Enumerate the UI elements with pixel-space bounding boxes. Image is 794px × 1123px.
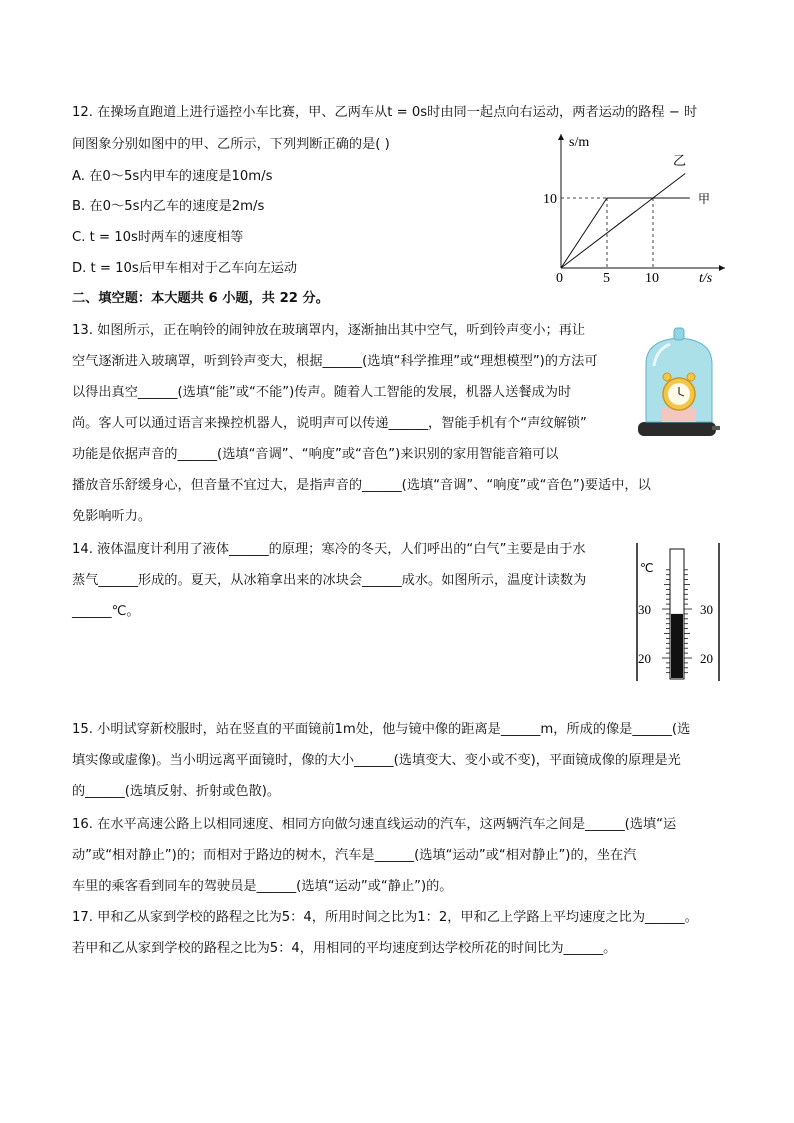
q12-option-b: B. 在0～5s内乙车的速度是2m/s bbox=[72, 199, 265, 214]
q13-line-4: 尚。客人可以通过语言来操控机器人，说明声可以传递______，智能手机有个“声纹解锁” bbox=[72, 416, 587, 431]
x-tick-label-5: 5 bbox=[603, 271, 610, 286]
unit-label: ℃ bbox=[640, 561, 654, 575]
x-tick-label-10: 10 bbox=[645, 271, 659, 286]
q13-line-7: 免影响听力。 bbox=[72, 509, 152, 524]
q13-line-6: 播放音乐舒缓身心，但音量不宜过大，是指声音的______(选填“音调”、“响度”或“音色”)要适中，以 bbox=[72, 478, 651, 493]
q14-line-2: 蒸气______形成的。夏天，从冰箱拿出来的冰块会______成水。如图所示，温度计读数为 bbox=[72, 573, 587, 588]
q15-line-1: 15. 小明试穿新校服时，站在竖直的平面镜前1m处，他与镜中像的距离是______m，所成的像是______(选 bbox=[72, 722, 691, 737]
q17-line-2: 若甲和乙从家到学校的路程之比为5：4，用相同的平均速度到达学校所花的时间比为______。 bbox=[72, 941, 617, 956]
q16-line-3: 车里的乘客看到同车的驾驶员是______(选填“运动”或“静止”)的。 bbox=[72, 879, 453, 894]
scale-label-20-right: 20 bbox=[700, 651, 713, 666]
q12-line-2: 间图象分别如图中的甲、乙所示，下列判断正确的是( ) bbox=[72, 137, 390, 152]
q16-line-1: 16. 在水平高速公路上以相同速度、相同方向做匀速直线运动的汽车，这两辆汽车之间是______(选填“运 bbox=[72, 817, 677, 832]
series-label-jia: 甲 bbox=[698, 192, 711, 206]
series-yi-line bbox=[561, 174, 685, 269]
scale-label-20-left: 20 bbox=[638, 651, 651, 666]
origin-label: 0 bbox=[556, 271, 563, 286]
q14-line-1: 14. 液体温度计利用了液体______的原理；寒冷的冬天，人们呼出的“白气”主要是由于水 bbox=[72, 542, 586, 557]
motion-graph bbox=[535, 128, 735, 288]
q12-option-c: C. t = 10s时两车的速度相等 bbox=[72, 230, 244, 245]
bell-jar-alarm-clock-image bbox=[636, 322, 722, 444]
q17-line-1: 17. 甲和乙从家到学校的路程之比为5：4，所用时间之比为1：2，甲和乙上学路上平均速度之比为______。 bbox=[72, 910, 698, 925]
jar-base bbox=[638, 422, 716, 436]
q13-line-1: 13. 如图所示，正在响铃的闹钟放在玻璃罩内，逐渐抽出其中空气，听到铃声变小；再让 bbox=[72, 323, 586, 338]
section-heading: 二、填空题：本大题共 6 小题，共 22 分。 bbox=[72, 291, 329, 306]
scale-label-30-left: 30 bbox=[638, 602, 651, 617]
series-label-yi: 乙 bbox=[673, 154, 687, 169]
y-tick-label-10: 10 bbox=[543, 192, 557, 207]
q12-option-d: D. t = 10s后甲车相对于乙车向左运动 bbox=[72, 261, 298, 276]
q16-line-2: 动”或“相对静止”)的；而相对于路边的树木，汽车是______(选填“运动”或“相对静止”)的，坐在汽 bbox=[72, 848, 637, 863]
q15-line-2: 填实像或虚像)。当小明远离平面镜时，像的大小______(选填变大、变小或不变)，平面镜成像的原理是光 bbox=[72, 753, 681, 768]
q15-line-3: 的______(选填反射、折射或色散)。 bbox=[72, 784, 281, 799]
q13-line-3: 以得出真空______(选填“能”或“不能”)传声。随着人工智能的发展，机器人送餐成为时 bbox=[72, 385, 572, 400]
scale-label-30-right: 30 bbox=[700, 602, 713, 617]
mercury-column bbox=[671, 614, 683, 678]
q14-line-3: ______℃。 bbox=[72, 604, 140, 619]
q12-line-1: 12. 在操场直跑道上进行遥控小车比赛，甲、乙两车从t = 0s时由同一起点向右运动，两者运动的路程 − 时 bbox=[72, 105, 698, 120]
valve-icon bbox=[712, 426, 720, 430]
y-axis-label: s/m bbox=[569, 135, 590, 150]
q12-option-a: A. 在0～5s内甲车的速度是10m/s bbox=[72, 169, 273, 184]
series-jia-line bbox=[561, 198, 690, 268]
q13-line-2: 空气逐渐进入玻璃罩，听到铃声变大，根据______(选填“科学推理”或“理想模型”)的方法可 bbox=[72, 354, 598, 369]
x-axis-label: t/s bbox=[699, 271, 713, 286]
thermometer-image bbox=[634, 543, 722, 681]
q13-line-5: 功能是依据声音的______(选填“音调”、“响度”或“音色”)来识别的家用智能音箱可以 bbox=[72, 447, 559, 462]
jar-knob bbox=[674, 328, 684, 340]
